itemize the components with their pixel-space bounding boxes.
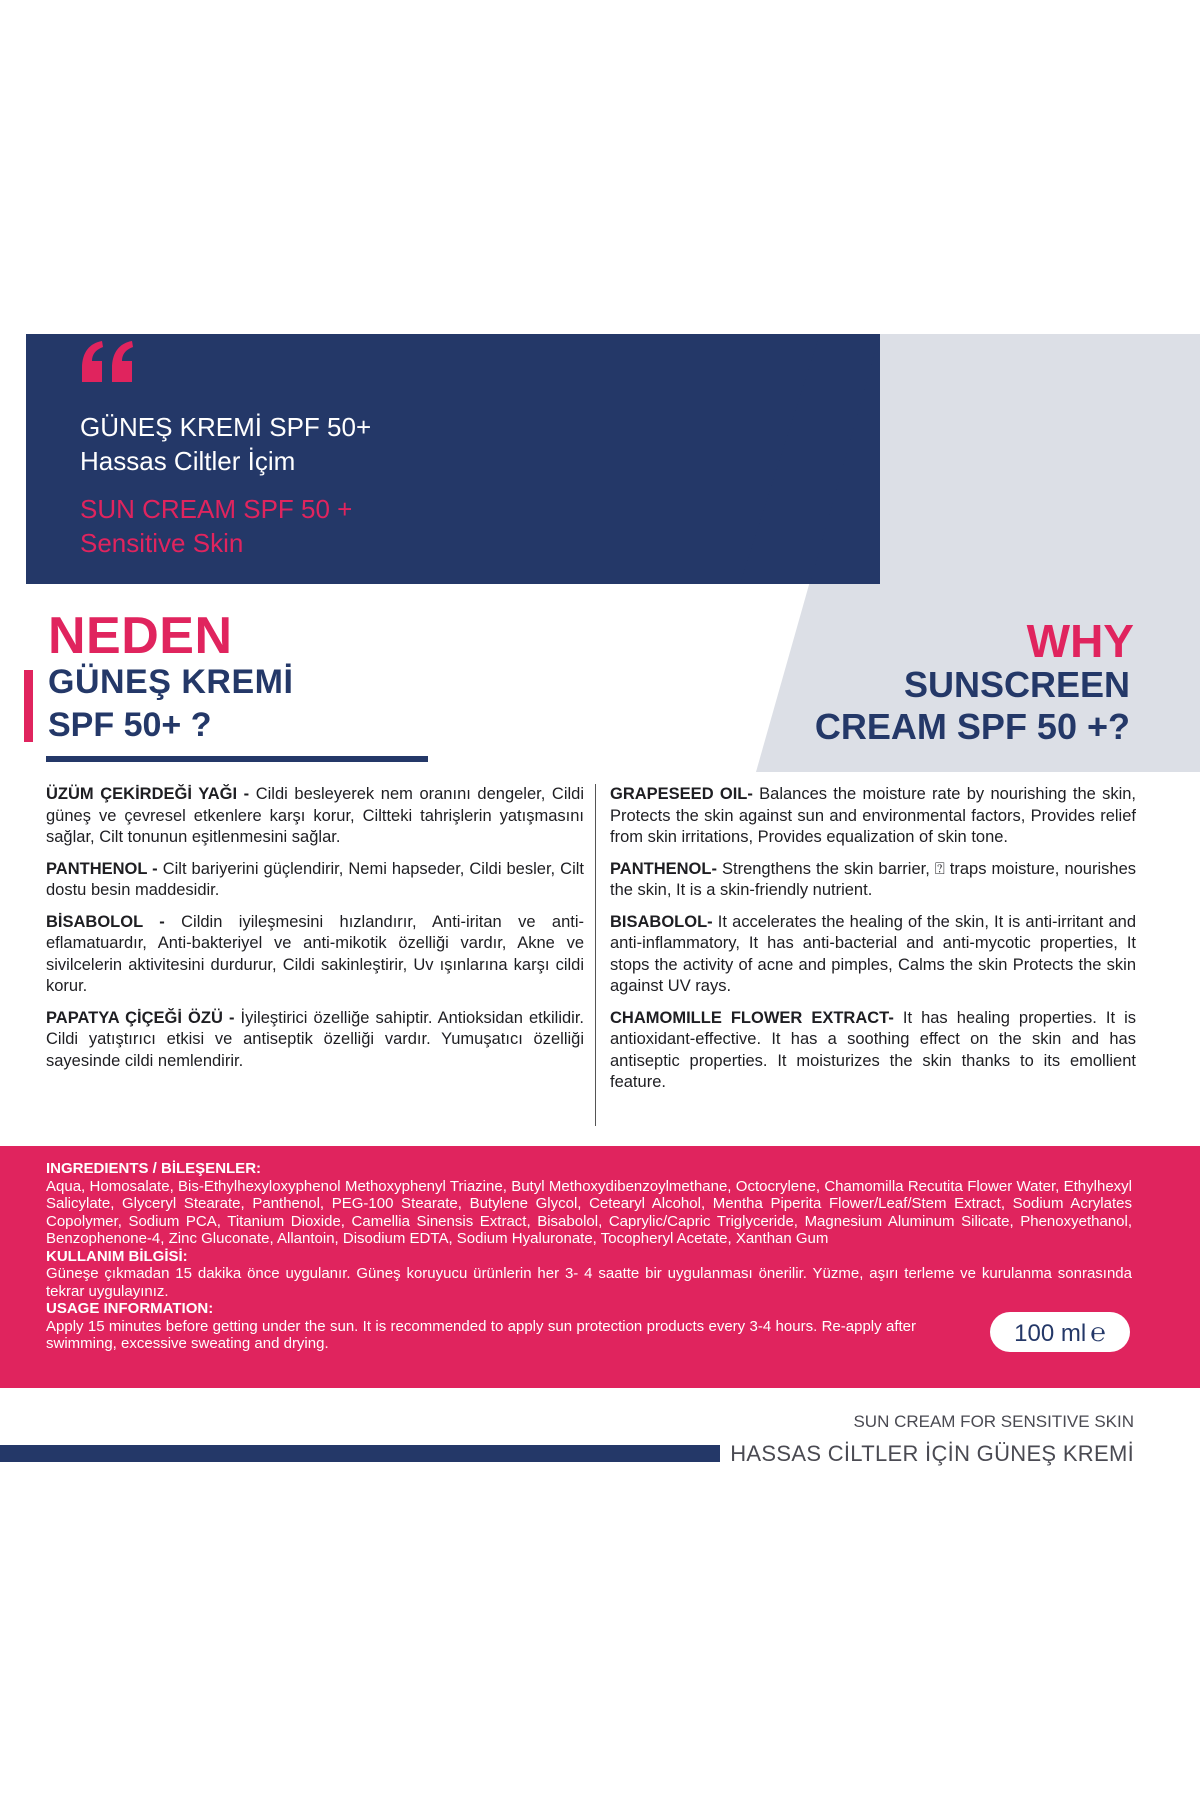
benefits-column-en bbox=[610, 784, 1136, 1104]
benefit-item bbox=[46, 1008, 584, 1073]
why-heading-tr-line1: NEDEN bbox=[48, 607, 233, 665]
benefit-item bbox=[610, 784, 1136, 849]
why-heading-en-line2: SUNSCREEN bbox=[903, 664, 1130, 705]
why-heading-en-line3: CREAM SPF 50 +? bbox=[814, 706, 1130, 747]
benefit-text: Cildi besleyerek nem oranını dengeler, Cildi güneş ve çevresel etkenlere karşı korur, Ciltteki tahrişlerin yatışmasını sağlar, Cilt tonunun eşitlenmesini sağlar. bbox=[46, 785, 584, 846]
benefit-item bbox=[610, 1008, 1136, 1094]
heading-underline bbox=[46, 756, 428, 762]
usage-en-label: USAGE INFORMATION: bbox=[46, 1300, 214, 1317]
why-heading-tr-line2: GÜNEŞ KREMİ bbox=[48, 663, 294, 701]
header-title-en: SUN CREAM SPF 50 + bbox=[80, 494, 353, 524]
benefit-text: It has healing properties. It is antioxidant-effective. It has a soothing effect on the skin and has antiseptic properties. It moisturizes the skin thanks to its emollient feature. bbox=[610, 1008, 1137, 1091]
benefits-column-tr bbox=[46, 784, 584, 1082]
benefit-item bbox=[46, 784, 584, 849]
benefit-text: İyileştirici özelliğe sahiptir. Antioksidan etkilidir. Cildi yatıştırıcı etkisi ve antiseptik özelliği vardır. Yumuşatıcı özelliği sayesinde cildi nemlendirir. bbox=[46, 1008, 584, 1070]
usage-tr-text: Güneşe çıkmadan 15 dakika önce uygulanır. Güneş koruyucu ürünlerin her 3- 4 saatte bir uygulanması önerilir. Yüzme, aşırı terleme ve kurulanma sonrasında tekrar uygulayınız. bbox=[46, 1265, 1132, 1300]
benefit-item bbox=[610, 859, 1136, 902]
footer-title-tr: HASSAS CİLTLER İÇİN GÜNEŞ KREMİ bbox=[730, 1441, 1134, 1466]
benefit-title: PANTHENOL- bbox=[610, 859, 717, 878]
benefit-item bbox=[46, 912, 584, 998]
benefit-text: It accelerates the healing of the skin, It is anti-irritant and anti-inflammatory, It has anti-bacterial and anti-mycotic properties, It stops the activity of acne and pimples, Calms the skin Protects the skin against UV rays. bbox=[610, 912, 1136, 995]
benefit-text: Cildin iyileşmesini hızlandırır, Anti-iritan ve anti-eflamatuardır, Anti-bakteriyel ve anti-mikotik özelliği vardır, Akne ve sivilcelerin aktivitesini durdurur, Cildi sakinleştirir, Uv ışınlarına karşı cildi korur. bbox=[46, 912, 584, 995]
benefit-title: PANTHENOL - bbox=[46, 859, 158, 878]
benefit-title: GRAPESEED OIL- bbox=[610, 785, 753, 803]
estimated-sign-icon: ℮ bbox=[1090, 1317, 1106, 1347]
why-heading-tr-line3: SPF 50+ ? bbox=[48, 706, 212, 744]
column-divider bbox=[595, 784, 596, 1126]
volume-badge bbox=[990, 1312, 1130, 1352]
quote-mark-icon bbox=[78, 338, 138, 394]
footer-title-en: SUN CREAM FOR SENSITIVE SKIN bbox=[853, 1412, 1134, 1431]
usage-tr-label: KULLANIM BİLGİSİ: bbox=[46, 1247, 188, 1265]
header-subtitle-tr: Hassas Ciltler İçim bbox=[80, 446, 296, 476]
benefit-item bbox=[46, 859, 584, 902]
benefit-title: BISABOLOL- bbox=[610, 912, 713, 931]
volume-value: 100 ml bbox=[1014, 1320, 1087, 1347]
benefit-title: CHAMOMILLE FLOWER EXTRACT- bbox=[610, 1008, 894, 1027]
benefit-item bbox=[610, 912, 1136, 998]
benefit-text: Cilt bariyerini güçlendirir, Nemi hapseder, Cildi besler, Cilt dostu besin maddesidir. bbox=[46, 859, 584, 899]
pink-accent-bar bbox=[24, 670, 33, 742]
footer-navy-bar bbox=[0, 1445, 720, 1462]
benefit-title: BİSABOLOL - bbox=[46, 912, 165, 931]
benefit-text: Strengthens the skin barrier, ⍰ traps moisture, nourishes the skin, It is a skin-friendly nutrient. bbox=[610, 859, 1136, 899]
header-subtitle-en: Sensitive Skin bbox=[80, 528, 244, 558]
benefit-title: ÜZÜM ÇEKİRDEĞİ YAĞI - bbox=[46, 785, 250, 803]
ingredients-label: INGREDIENTS / BİLEŞENLER: bbox=[46, 1160, 262, 1177]
why-heading-en-line1: WHY bbox=[1026, 615, 1134, 667]
benefit-text: Balances the moisture rate by nourishing the skin, Protects the skin against sun and environmental factors, Provides relief from skin irritations, Provides equalization of skin tone. bbox=[610, 785, 1136, 846]
usage-en-text: Apply 15 minutes before getting under the sun. It is recommended to apply sun protection products every 3-4 hours. Re-apply after swimming, excessive sweating and drying. bbox=[46, 1317, 916, 1352]
benefit-title: PAPATYA ÇİÇEĞİ ÖZÜ - bbox=[46, 1008, 235, 1027]
header-title-tr: GÜNEŞ KREMİ SPF 50+ bbox=[80, 412, 372, 442]
ingredients-block bbox=[46, 1160, 1132, 1353]
ingredients-text: Aqua, Homosalate, Bis-Ethylhexyloxyphenol Methoxyphenyl Triazine, Butyl Methoxydibenzoylmethane, Octocrylene, Chamomilla Recutita Flower Water, Ethylhexyl Salicylate, Glyceryl Stearate, Panthenol, PEG-100 Stearate, Butylene Glycol, Cetearyl Alcohol, Mentha Piperita Flower/Leaf/Stem Extract, Sodium Acrylates Copolymer, Sodium PCA, Titanium Dioxide, Camellia Sinensis Extract, Bisabolol, Caprylic/Capric Triglyceride, Magnesium Aluminum Silicate, Phenoxyethanol, Benzophenone-4, Zinc Gluconate, Allantoin, Disodium EDTA, Sodium Hyaluronate, Tocopheryl Acetate, Xanthan Gum bbox=[46, 1177, 1132, 1247]
